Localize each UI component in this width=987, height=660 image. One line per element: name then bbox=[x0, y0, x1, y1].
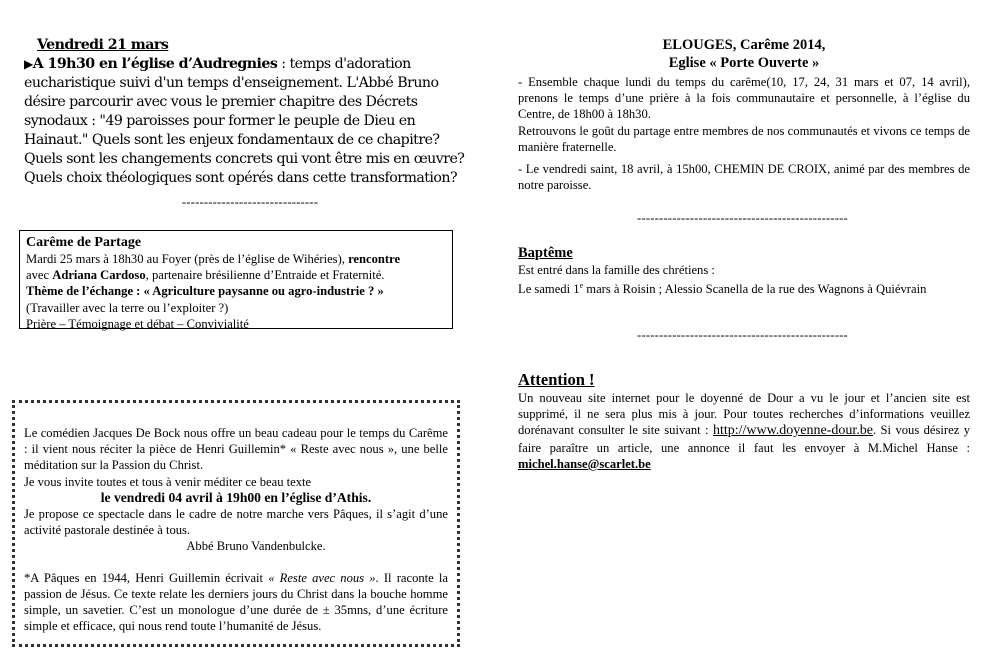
bock-note-b: . Il raconte la passion de Jésus. Ce texte relate les derniers jours du Christ dans la bouche homme simple, un savetier. C’est un monologue d’une durée de ± 35mns, d’une écriture simple et efficace, qui nous rend toute l’humanité de Jésus. bbox=[24, 570, 448, 634]
elouges-block bbox=[518, 36, 970, 193]
partage-l1a: Mardi 25 mars à 18h30 au Foyer (près de l’église de Wihéries), bbox=[26, 252, 349, 266]
bapteme-block bbox=[518, 244, 970, 298]
bock-event: le vendredi 04 avril à 19h00 en l’église d’Athis. bbox=[100, 489, 372, 505]
bapteme-l2b: mars à Roisin ; Alessio Scanella de la rue des Wagnons à Quiévrain bbox=[583, 282, 927, 297]
elouges-p3: - Le vendredi saint, 18 avril, à 15h00, CHEMIN DE CROIX, animé par des membres de notre paroisse. bbox=[518, 162, 970, 193]
attention-title: Attention ! bbox=[518, 370, 595, 389]
bapteme-title: Baptême bbox=[518, 245, 573, 261]
attention-t2: . Si vous désirez y faire paraître un article, une annonce il faut les envoyer à M.Michel Hanse : bbox=[518, 423, 970, 455]
attention-t1: Un nouveau site internet pour le doyenné de Dour a vu le jour et l’ancien site est supprimé, il ne sera plus mis à jour. Pour toutes recherches d’informations veuillez dorénavant consulter le site suivant : bbox=[518, 391, 970, 438]
partage-l3b: : bbox=[133, 284, 144, 299]
elouges-title2: Eglise « Porte Ouverte » bbox=[668, 55, 820, 71]
bock-p2: Je vous invite toutes et tous à venir méditer ce beau texte bbox=[24, 474, 312, 489]
email-link[interactable]: michel.hanse@scarlet.be bbox=[518, 456, 651, 471]
elouges-p2: Retrouvons le goût du partage entre membres de nos communautés et vivons ce temps de manière fraternelle. bbox=[518, 123, 970, 154]
vendredi-body: : temps d'adoration eucharistique suivi d'un temps d'enseignement. L'Abbé Bruno désire parcourir avec vous le premier chapitre des Décrets synodaux : "49 paroisses pour former le peuple de Dieu en Hainaut." Quels sont les enjeux fondamentaux de ce chapitre? Quels sont les changements concrets qui vont être mis en œuvre? Quels choix théologiques sont opérés dans cette transformation? bbox=[24, 56, 465, 186]
partage-l3a: Thème de l’échange bbox=[26, 284, 134, 299]
vendredi-text bbox=[24, 55, 472, 188]
elouges-body bbox=[518, 74, 970, 193]
elouges-title1: ELOUGES, Carême 2014, bbox=[662, 37, 826, 53]
partage-line4: (Travailler avec la terre ou l’exploiter ?) bbox=[26, 300, 229, 315]
bapteme-sup: e bbox=[579, 281, 584, 291]
arrow-right-icon: ▶ bbox=[24, 57, 33, 71]
bapteme-l1: Est entré dans la famille des chrétiens : bbox=[518, 263, 715, 277]
bock-sign: Abbé Bruno Vandenbulcke. bbox=[186, 539, 326, 554]
bapteme-l2a: Le samedi 1 bbox=[518, 282, 580, 297]
partage-line5: Prière – Témoignage et débat – Convivialité bbox=[26, 316, 249, 331]
vendredi-block bbox=[24, 36, 472, 188]
bock-p1: Le comédien Jacques De Bock nous offre un beau cadeau pour le temps du Carême : il vient nous réciter la pièce de Henri Guillemin* « Reste avec nous », une belle méditation sur la Passion du Christ. bbox=[24, 426, 448, 473]
partage-line2 bbox=[26, 267, 446, 283]
separator-right-1: ------------------------------------------------ bbox=[637, 211, 848, 225]
attention-block bbox=[518, 370, 970, 472]
partage-line3 bbox=[26, 283, 446, 299]
separator-left: ------------------------------- bbox=[181, 195, 319, 209]
partage-l3c: « Agriculture paysanne ou agro-industrie ? » bbox=[143, 284, 384, 299]
vendredi-date: Vendredi 21 mars bbox=[37, 37, 169, 53]
bock-note bbox=[24, 570, 448, 635]
elouges-p1: - Ensemble chaque lundi du temps du carême(10, 17, 24, 31 mars et 07, 14 avril), prenons le temps d’une prière à la fois communautaire et personnelle, à l’église du Centre, de 18h00 à 18h30. bbox=[518, 75, 970, 122]
vendredi-intro: A 19h30 en l’église d’Audregnies bbox=[32, 56, 278, 72]
partage-l2a: avec bbox=[26, 268, 53, 283]
partage-l2c: , partenaire brésilienne d’Entraide et Fraternité. bbox=[145, 268, 385, 283]
partage-l2b: Adriana Cardoso bbox=[52, 268, 146, 283]
bock-p3: Je propose ce spectacle dans le cadre de notre marche vers Pâques, il s’agit d’une activité pastorale destinée à tous. bbox=[24, 507, 448, 538]
partage-line1 bbox=[26, 251, 446, 267]
attention-text bbox=[518, 390, 970, 472]
bock-note-a: *A Pâques en 1944, Henri Guillemin écrivait bbox=[24, 570, 269, 585]
partage-title: Carême de Partage bbox=[26, 235, 142, 250]
bock-note-quote: « Reste avec nous » bbox=[268, 570, 376, 585]
separator-right-2: ------------------------------------------------ bbox=[637, 328, 848, 342]
bapteme-l2 bbox=[518, 278, 970, 297]
site-link[interactable]: http://www.doyenne-dour.be bbox=[712, 423, 874, 439]
bock-box bbox=[12, 400, 460, 647]
partage-l1b: rencontre bbox=[348, 252, 401, 266]
careme-partage-box bbox=[19, 230, 453, 329]
